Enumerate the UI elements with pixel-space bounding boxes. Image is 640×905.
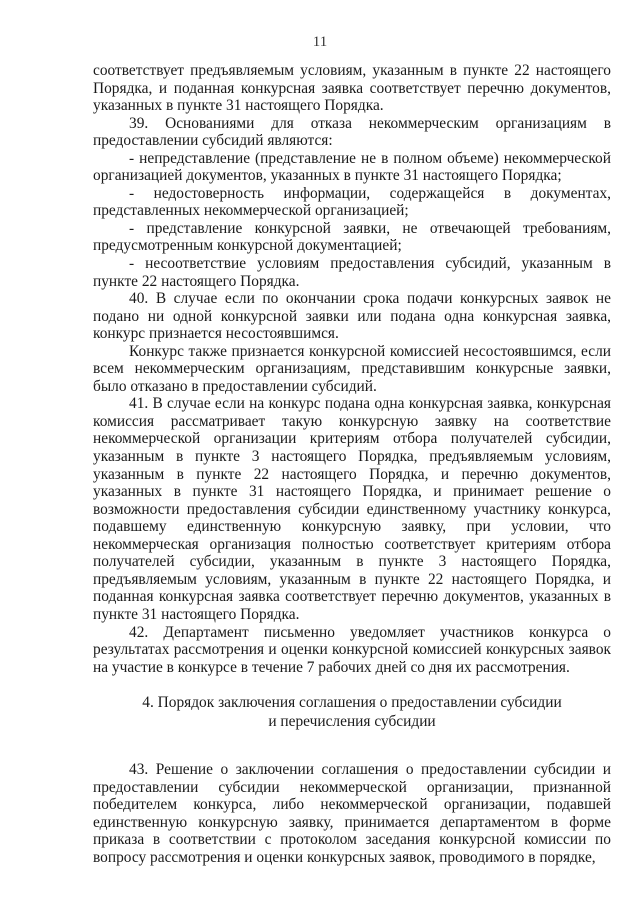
section-4-heading-line-2: и перечисления субсидии — [268, 713, 436, 731]
paragraph-39-item-2: - недостоверность информации, содержащейся в документах, представленных некоммерческой организацией; — [93, 184, 611, 220]
paragraph-40-continued: Конкурс также признается конкурсной комиссией несостоявшимся, если всем некоммерческим организациям, представившим конкурсные заявки, было отказано в предоставлении субсидий. — [93, 342, 611, 395]
paragraph-39-item-4: - несоответствие условиям предоставления субсидий, указанным в пункте 22 настоящего Порядка. — [93, 255, 611, 290]
paragraph-42: 42. Департамент письменно уведомляет участников конкурса о результатах рассмотрения и оценки конкурсной комиссией конкурсных заявок на участие в конкурсе в течение 7 рабочих дней со дня их рассмотрения. — [93, 623, 611, 676]
section-4-heading-line-1: 4. Порядок заключения соглашения о предоставлении субсидии — [142, 694, 562, 712]
paragraph-39: 39. Основаниями для отказа некоммерческим организациям в предоставлении субсидий являются: — [93, 114, 611, 150]
section-4-heading — [93, 693, 611, 731]
paragraph-continuation: соответствует предъявляемым условиям, указанным в пункте 22 настоящего Порядка, и поданная конкурсная заявка соответствует перечню документов, указанных в пункте 31 настоящего Порядка. — [93, 62, 611, 115]
paragraph-43: 43. Решение о заключении соглашения о предоставлении субсидии и предоставлении субсидии некоммерческой организации, признанной победителем конкурса, либо некоммерческой организации, подавшей единственную конкурсную заявку, принимается департаментом в форме приказа в соответствии с протоколом заседания конкурсной комиссии по вопросу рассмотрения и оценки конкурсных заявок, проводимого в порядке, — [93, 761, 611, 866]
paragraph-39-item-3: - представление конкурсной заявки, не отвечающей требованиям, предусмотренным конкурсной документацией; — [93, 219, 611, 255]
paragraph-40: 40. В случае если по окончании срока подачи конкурсных заявок не подано ни одной конкурсной заявки или подана одна конкурсная заявка, конкурс признается несостоявшимся. — [93, 290, 611, 343]
page-number: 11 — [312, 34, 328, 50]
document-body — [93, 62, 611, 866]
paragraph-39-item-1: - непредставление (представление не в полном объеме) некоммерческой организацией документов, указанных в пункте 31 настоящего Порядка; — [93, 149, 611, 185]
paragraph-41: 41. В случае если на конкурс подана одна конкурсная заявка, конкурсная комиссия рассматривает такую конкурсную заявку на соответствие некоммерческой организации критериям отбора получателей субсидии, указанным в пункте 3 настоящего Порядка, предъявляемым условиям, указанным в пункте 22 настоящего Порядка, и перечню документов, указанных в пункте 31 настоящего Порядка, и принимает решение о возможности предоставления субсидии единственному участнику конкурса, подавшему единственную конкурсную заявку, при условии, что некоммерческая организация полностью соответствует критериям отбора получателей субсидии, указанным в пункте 3 настоящего Порядка, предъявляемым условиям, указанным в пункте 22 настоящего Порядка, и поданная конкурсная заявка соответствует перечню документов, указанных в пункте 31 настоящего Порядка. — [93, 395, 611, 623]
